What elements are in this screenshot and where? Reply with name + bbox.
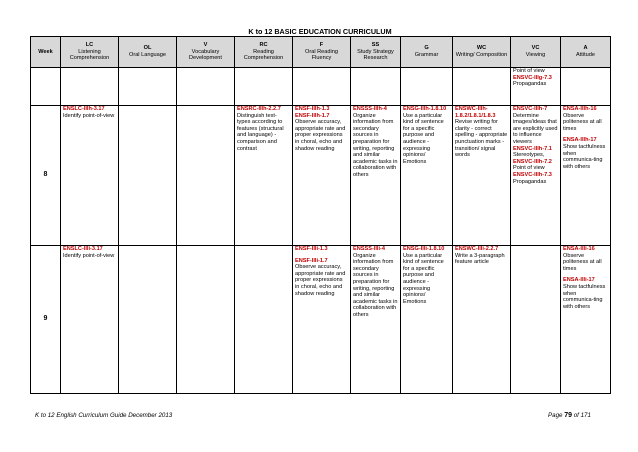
header-a: A Attitude: [561, 37, 611, 68]
cell-rc: [235, 246, 293, 394]
footer-guide-title: K to 12 English Curriculum Guide December 2013: [35, 412, 173, 419]
header-lc: LC Listening Comprehension: [61, 37, 119, 68]
header-ss: SS Study Strategy Research: [351, 37, 401, 68]
header-wc: WC Writing/ Composition: [453, 37, 511, 68]
page-title: K to 12 BASIC EDUCATION CURRICULUM: [248, 27, 392, 36]
week-number: 8: [31, 106, 61, 246]
cell-lc: ENSLC-IIIi-3.17 Identify point-of-view: [61, 246, 119, 394]
cell-v: [177, 106, 235, 246]
cell-g: ENSG-IIIh-1.8.10 Use a particular kind of sentence for a specific purpose and audience -expressing opinions/ Emotions: [401, 106, 453, 246]
table-row-continuation: [31, 68, 611, 106]
header-f: F Oral Reading Fluency: [293, 37, 351, 68]
header-rc: RC Reading Comprehension: [235, 37, 293, 68]
cell-ol: [119, 106, 177, 246]
cell-v: [177, 246, 235, 394]
cell-a: ENSA-IIIi-16 Observe politeness at all times ENSA-IIIi-17 Show tactfulness when communica-ting with others: [561, 246, 611, 394]
cell-a: ENSA-IIIh-16 Observe politeness at all times ENSA-IIIh-17 Show tactfulness when communica-ting with others: [561, 106, 611, 246]
cell-vc: [511, 246, 561, 394]
cell-f: ENSF-IIIi-1.3 ENSF-IIIi-1.7 Observe accuracy, appropriate rate and proper expressions in choral, echo and shadow reading: [293, 246, 351, 394]
curriculum-table: [30, 36, 611, 394]
footer-page-number: Page 79 of 171: [548, 412, 591, 419]
cell-lc: ENSLC-IIIh-3.17 Identify point-of-view: [61, 106, 119, 246]
header-ol: OL Oral Language: [119, 37, 177, 68]
cell-ss: ENSSS-IIIh-4 Organize information from secondary sources in preparation for writing, reporting and similar academic tasks in collaboration with others: [351, 106, 401, 246]
cell-vc-cont: Point of view ENSVC-IIIg-7.3 Propagandas: [511, 68, 561, 106]
cell-wc: ENSWC-IIIi-2.2.7 Write a 3-paragraph feature article: [453, 246, 511, 394]
week-number: 9: [31, 246, 61, 394]
cell-ss: ENSSS-IIIi-4 Organize information from secondary sources in preparation for writing, reporting and similar academic tasks in collaboration with others: [351, 246, 401, 394]
cell-wc: ENSWC-IIIh-1.8.2/1.8.1/1.8.3 Revise writing for clarity - correct spelling - appropriate punctuation marks -transition/ signal words: [453, 106, 511, 246]
cell-ol: [119, 246, 177, 394]
cell-f: ENSF-IIIh-1.3 ENSF-IIIh-1.7 Observe accuracy, appropriate rate and proper expressions in choral, echo and shadow reading: [293, 106, 351, 246]
header-row: [31, 37, 611, 68]
header-v: V Vocabulary Development: [177, 37, 235, 68]
cell-rc: ENSRC-IIIh-2.2.7 Distinguish text-types according to features (structural and language) -comparison and contrast: [235, 106, 293, 246]
cell-vc: ENSVC-IIIh-7 Determine images/ideas that are explicitly used to influence viewers ENSVC-IIIh-7.1 Stereotypes, ENSVC-IIIh-7.2 Point of view ENSVC-IIIh-7.3 Propagandas: [511, 106, 561, 246]
header-vc: VC Viewing: [511, 37, 561, 68]
header-g: G Grammar: [401, 37, 453, 68]
table-row-week-9: [31, 246, 611, 394]
cell-g: ENSG-IIIi-1.8.10 Use a particular kind of sentence for a specific purpose and audience -expressing opinions/ Emotions: [401, 246, 453, 394]
table-row-week-8: [31, 106, 611, 246]
header-week: Week: [31, 37, 61, 68]
